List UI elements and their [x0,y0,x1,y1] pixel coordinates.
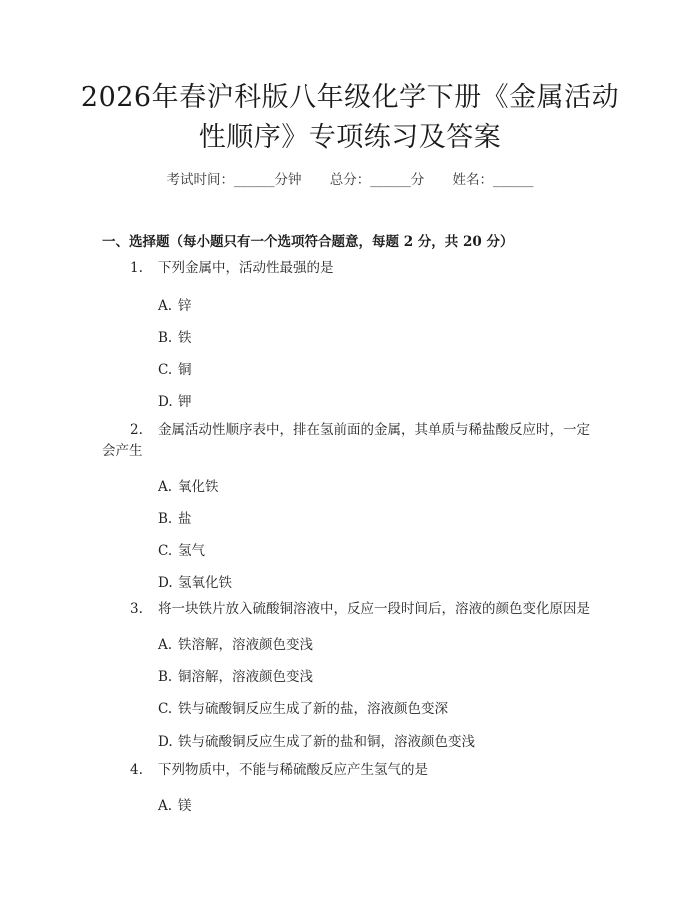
question-number: 1. [130,260,143,276]
section-title: 一、选择题（每小题只有一个选项符合题意，每题 2 分，共 20 分） [102,234,514,250]
title-line-1: 2026年春沪科版八年级化学下册《金属活动 [80,82,620,113]
question-3-option-c [158,697,448,717]
question-3 [102,599,602,620]
exam-time: 考试时间：______分钟 [166,172,302,188]
option-letter: A. [158,637,173,653]
option-letter: A. [158,479,173,495]
option-letter: A. [158,298,173,314]
question-1-option-d [158,390,192,410]
option-letter: D. [158,734,173,750]
option-text: 铜 [178,362,192,378]
option-text: 铜溶解，溶液颜色变浅 [178,669,313,685]
question-number: 3. [130,601,143,617]
question-2-option-c [158,539,205,559]
question-2 [102,420,602,462]
option-letter: D. [158,394,173,410]
question-text: 下列物质中，不能与稀硫酸反应产生氢气的是 [158,762,428,778]
question-1-option-c [158,358,192,378]
option-text: 铁与硫酸铜反应生成了新的盐，溶液颜色变深 [178,701,448,717]
option-letter: C. [158,543,173,559]
option-letter: C. [158,701,173,717]
question-4-option-a [158,794,192,814]
option-text: 氢气 [178,543,205,559]
question-text: 下列金属中，活动性最强的是 [158,260,334,276]
question-3-option-d [158,730,475,750]
question-2-option-b [158,507,192,527]
option-text: 氢氧化铁 [178,575,232,591]
question-1 [102,258,602,279]
option-letter: C. [158,362,173,378]
option-letter: B. [158,511,173,527]
title-line-2: 性顺序》专项练习及答案 [198,122,502,153]
question-number: 2. [130,422,143,438]
exam-score: 总分：______分 [329,172,425,188]
question-4 [102,760,602,781]
exam-name: 姓名：______ [452,172,534,188]
option-text: 铁与硫酸铜反应生成了新的盐和铜，溶液颜色变浅 [178,734,475,750]
exam-meta [0,168,700,188]
option-letter: B. [158,669,173,685]
question-2-option-a [158,475,219,495]
question-1-option-b [158,326,192,346]
option-text: 铁 [178,330,192,346]
option-text: 钾 [178,394,192,410]
question-1-option-a [158,294,192,314]
option-text: 铁溶解，溶液颜色变浅 [178,637,313,653]
question-text: 将一块铁片放入硫酸铜溶液中，反应一段时间后，溶液的颜色变化原因是 [158,601,590,617]
question-2-option-d [158,571,232,591]
question-3-option-b [158,665,313,685]
option-text: 盐 [178,511,192,527]
question-text: 金属活动性顺序表中，排在氢前面的金属，其单质与稀盐酸反应时，一定会产生 [102,422,590,459]
question-3-option-a [158,633,313,653]
option-letter: B. [158,330,173,346]
document-title [70,78,630,158]
question-number: 4. [130,762,143,778]
option-letter: A. [158,798,173,814]
option-text: 氧化铁 [178,479,219,495]
option-text: 镁 [178,798,192,814]
option-text: 锌 [178,298,192,314]
option-letter: D. [158,575,173,591]
